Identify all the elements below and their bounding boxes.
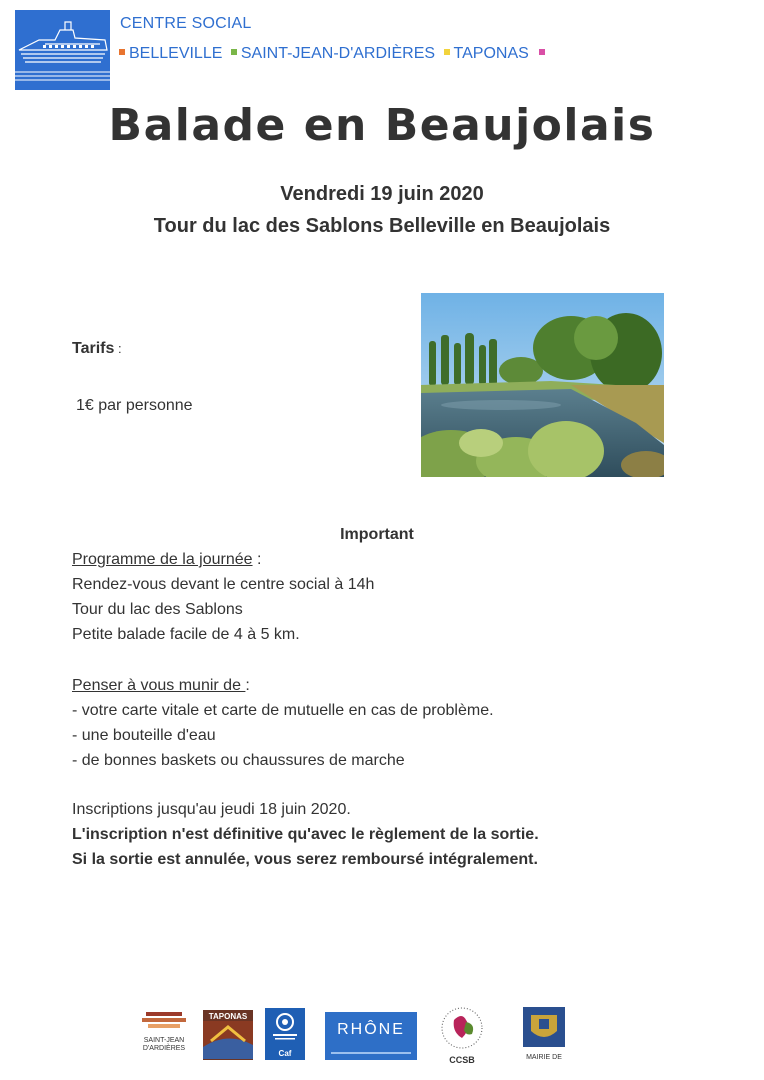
programme-item-2: Tour du lac des Sablons [72,601,243,618]
tarifs-colon: : [114,341,122,356]
tarifs-label [72,340,122,358]
centre-social-name: CENTRE SOCIAL [120,15,252,32]
saint-jean-logo-line2: D'ARDIÈRES [142,1045,186,1052]
lake-photo [421,293,664,477]
boat-building-icon [15,10,110,90]
ccsb-logo [432,1006,492,1065]
inscriptions-deadline: Inscriptions jusqu'au jeudi 18 juin 2020. [72,801,351,818]
taponas-emblem-icon [203,1021,253,1059]
inscription-notice: L'inscription n'est définitive qu'avec le règlement de la sortie. [72,826,539,843]
orange-square-icon [119,49,125,55]
centre-social-logo [15,10,110,90]
munir-item-1: - votre carte vitale et carte de mutuelle en cas de problème. [72,702,494,719]
event-date: Vendredi 19 juin 2020 [280,183,484,205]
munir-item-2: - une bouteille d'eau [72,727,216,744]
page-title: Balade en Beaujolais [108,100,656,151]
event-location: Tour du lac des Sablons Belleville en Beaujolais [153,215,611,237]
town-saint-jean: SAINT-JEAN-D'ARDIÈRES [240,45,436,62]
ccsb-emblem-icon [432,1006,492,1050]
programme-item-3: Petite balade facile de 4 à 5 km. [72,626,300,643]
caf-emblem-icon [265,1008,305,1044]
programme-heading-text: Programme de la journée [72,551,253,568]
caf-logo-text: Caf [278,1049,292,1058]
ccsb-logo-text: CCSB [449,1055,475,1065]
yellow-square-icon [444,49,450,55]
munir-item-3: - de bonnes baskets ou chaussures de marche [72,752,405,769]
programme-heading [72,551,261,569]
green-square-icon [231,49,237,55]
mairie-logo-text: MAIRIE DE [526,1054,562,1061]
rhone-logo-text: RHÔNE [337,1021,405,1038]
refund-notice: Si la sortie est annulée, vous serez remboursé intégralement. [72,851,538,868]
towns-list [119,45,549,63]
saint-jean-logo-line1: SAINT-JEAN [143,1037,185,1044]
town-taponas: TAPONAS [453,45,529,62]
mairie-logo [521,1005,567,1061]
rhone-logo-underline [331,1052,411,1054]
programme-item-1: Rendez-vous devant le centre social à 14h [72,576,375,593]
taponas-logo [203,1010,253,1060]
munir-heading-text: Penser à vous munir de [72,677,246,694]
tarifs-label-text: Tarifs [72,340,115,357]
pink-square-icon [539,49,545,55]
important-heading: Important [340,526,414,543]
mairie-crest-icon [521,1005,567,1049]
rhone-logo [325,1012,417,1060]
taponas-logo-text: TAPONAS [208,1012,248,1021]
munir-heading [72,677,250,695]
munir-heading-colon: : [245,677,250,694]
price-text: 1€ par personne [76,397,193,414]
saint-jean-logo [136,1010,192,1060]
programme-heading-colon: : [252,551,262,568]
town-belleville: BELLEVILLE [129,45,223,62]
caf-logo [265,1008,305,1060]
